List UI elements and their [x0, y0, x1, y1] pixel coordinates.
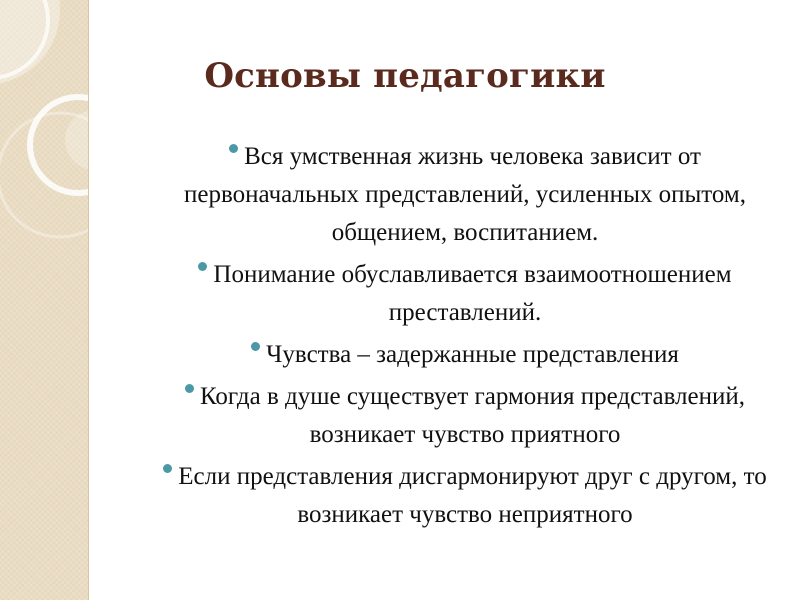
decorative-rings-icon [0, 0, 88, 600]
bullet-item [150, 256, 780, 332]
bullet-text: Если представления дисгармонируют друг с другом, то возникает чувство неприятного [178, 463, 767, 528]
bullet-item [150, 458, 780, 534]
bullet-text: Вся умственная жизнь человека зависит от первоначальных представлений, усиленных опытом, общением, воспитанием. [184, 143, 746, 246]
bullet-text: Понимание обуславливается взаимоотношением преставлений. [213, 261, 732, 326]
bullet-dot-icon [198, 262, 207, 271]
bullet-dot-icon [251, 342, 260, 351]
decorative-side-panel [0, 0, 89, 600]
bullet-text: Когда в душе существует гармония представлений, возникает чувство приятного [199, 383, 746, 448]
bullet-item [150, 138, 780, 252]
bullet-text: Чувства – задержанные представления [266, 341, 679, 368]
bullet-item [150, 336, 780, 374]
bullet-item [150, 378, 780, 454]
bullet-dot-icon [229, 144, 238, 153]
bullet-list [150, 138, 780, 538]
slide-title: Основы педагогики [204, 56, 606, 96]
bullet-dot-icon [163, 464, 172, 473]
bullet-dot-icon [185, 384, 194, 393]
